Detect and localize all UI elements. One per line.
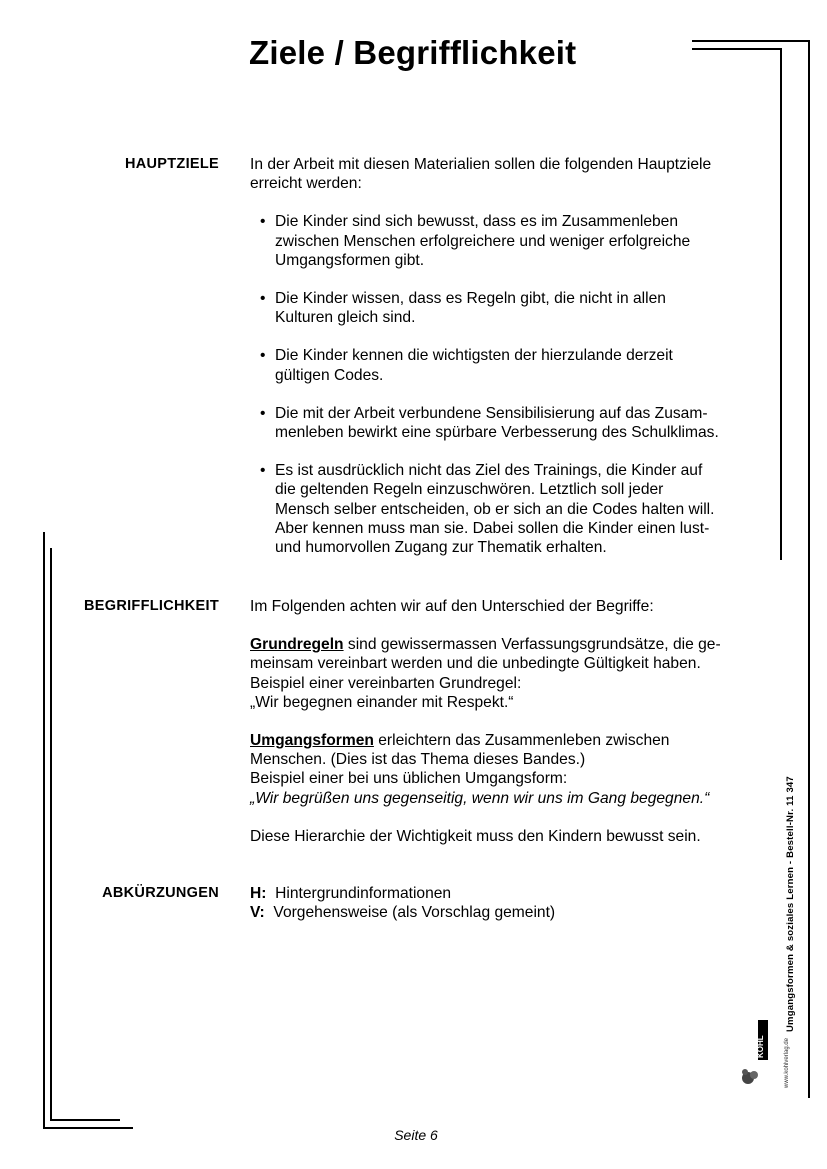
abbreviation-value: Vorgehensweise (als Vorschlag gemeint) [273, 904, 556, 922]
section-label-begrifflichkeit: BEGRIFFLICHKEIT [84, 598, 219, 614]
abbreviation-value: Hintergrundinformationen [275, 885, 452, 902]
hauptziele-block [250, 155, 740, 557]
page-title: Ziele / Begrifflichkeit [249, 34, 577, 71]
frame-top-right-outer-h [692, 40, 810, 42]
umgangsformen-paragraph [250, 731, 740, 769]
grundregeln-example-label: Beispiel einer vereinbarten Grundregel: [250, 674, 522, 692]
frame-top-right-outer-v [808, 40, 810, 1098]
list-item: • Es ist ausdrücklich nicht das Ziel des Trainings, die Kinder auf die geltenden Regeln einzuschwören. Letztlich soll jeder Mensch selber entscheiden, ob er sich an die Codes halten will. Aber kennen muss man sie. Dabei sollen die Kinder einen lust- und humorvollen Zugang zur Thematik erhalten. [260, 462, 715, 557]
grundregeln-paragraph [250, 635, 740, 673]
publisher-url: www.kohlverlag.de [784, 1037, 790, 1088]
list-item: • Die Kinder sind sich bewusst, dass es im Zusammenleben zwischen Menschen erfolgreichere und weniger erfolgreiche Umgangsformen gibt. [260, 213, 691, 269]
list-item: • Die mit der Arbeit verbundene Sensibilisierung auf das Zusammenleben bewirkt eine spürbare Verbesserung des Schulklimas. [260, 404, 719, 442]
frame-bottom-left-inner-v [50, 548, 52, 1121]
abkuerzungen-block [250, 884, 740, 922]
frame-bottom-left-outer-v [43, 532, 45, 1129]
bullet-icon: • [260, 290, 266, 308]
begrifflichkeit-intro: Im Folgenden achten wir auf den Unterschied der Begriffe: [250, 598, 654, 615]
section-label-abkuerzungen: ABKÜRZUNGEN [102, 885, 219, 901]
kohl-verlag-logo-icon [740, 1018, 770, 1088]
bullet-icon: • [260, 347, 266, 365]
bullet-icon: • [260, 404, 266, 422]
frame-top-right-inner-v [780, 48, 782, 560]
svg-text:KOHL: KOHL [756, 1035, 765, 1058]
hauptziele-list [250, 212, 720, 557]
umgangsformen-definition: erleichtern das Zusammenleben zwischen Menschen. (Dies ist das Thema dieses Bandes.) [250, 732, 670, 769]
abbreviation-item [250, 903, 740, 922]
term-grundregeln: Grundregeln [250, 636, 344, 654]
begrifflichkeit-closing: Diese Hierarchie der Wichtigkeit muss den Kindern bewusst sein. [250, 827, 701, 845]
list-item: • Die Kinder wissen, dass es Regeln gibt, die nicht in allen Kulturen gleich sind. [260, 290, 666, 327]
begrifflichkeit-block [250, 597, 740, 846]
series-imprint: Umgangsformen & soziales Lernen - Bestell-Nr. 11 347 [785, 776, 796, 1032]
frame-top-right-inner-h [692, 48, 782, 50]
hauptziele-intro: In der Arbeit mit diesen Materialien sollen die folgenden Hauptziele erreicht werden: [250, 156, 712, 193]
umgangsformen-example-label: Beispiel einer bei uns üblichen Umgangsform: [250, 770, 568, 788]
grundregeln-example: „Wir begegnen einander mit Respekt.“ [250, 693, 514, 711]
bullet-icon: • [260, 213, 266, 231]
umgangsformen-example: „Wir begrüßen uns gegenseitig, wenn wir uns im Gang begegnen.“ [250, 789, 710, 807]
grundregeln-definition: sind gewissermassen Verfassungsgrundsätze, die gemeinsam vereinbart werden und die unbedingte Gültigkeit haben. [250, 636, 721, 673]
list-item: • Die Kinder kennen die wichtigsten der hierzulande derzeit gültigen Codes. [260, 347, 673, 384]
abbreviation-key: H: [250, 885, 267, 902]
page-number: Seite 6 [394, 1127, 438, 1143]
abbreviation-key: V: [250, 904, 265, 922]
frame-bottom-left-inner-h [50, 1119, 120, 1121]
abbreviation-item [250, 884, 740, 903]
section-label-hauptziele: HAUPTZIELE [124, 156, 219, 172]
bullet-icon: • [260, 462, 266, 480]
term-umgangsformen: Umgangsformen [250, 732, 374, 750]
